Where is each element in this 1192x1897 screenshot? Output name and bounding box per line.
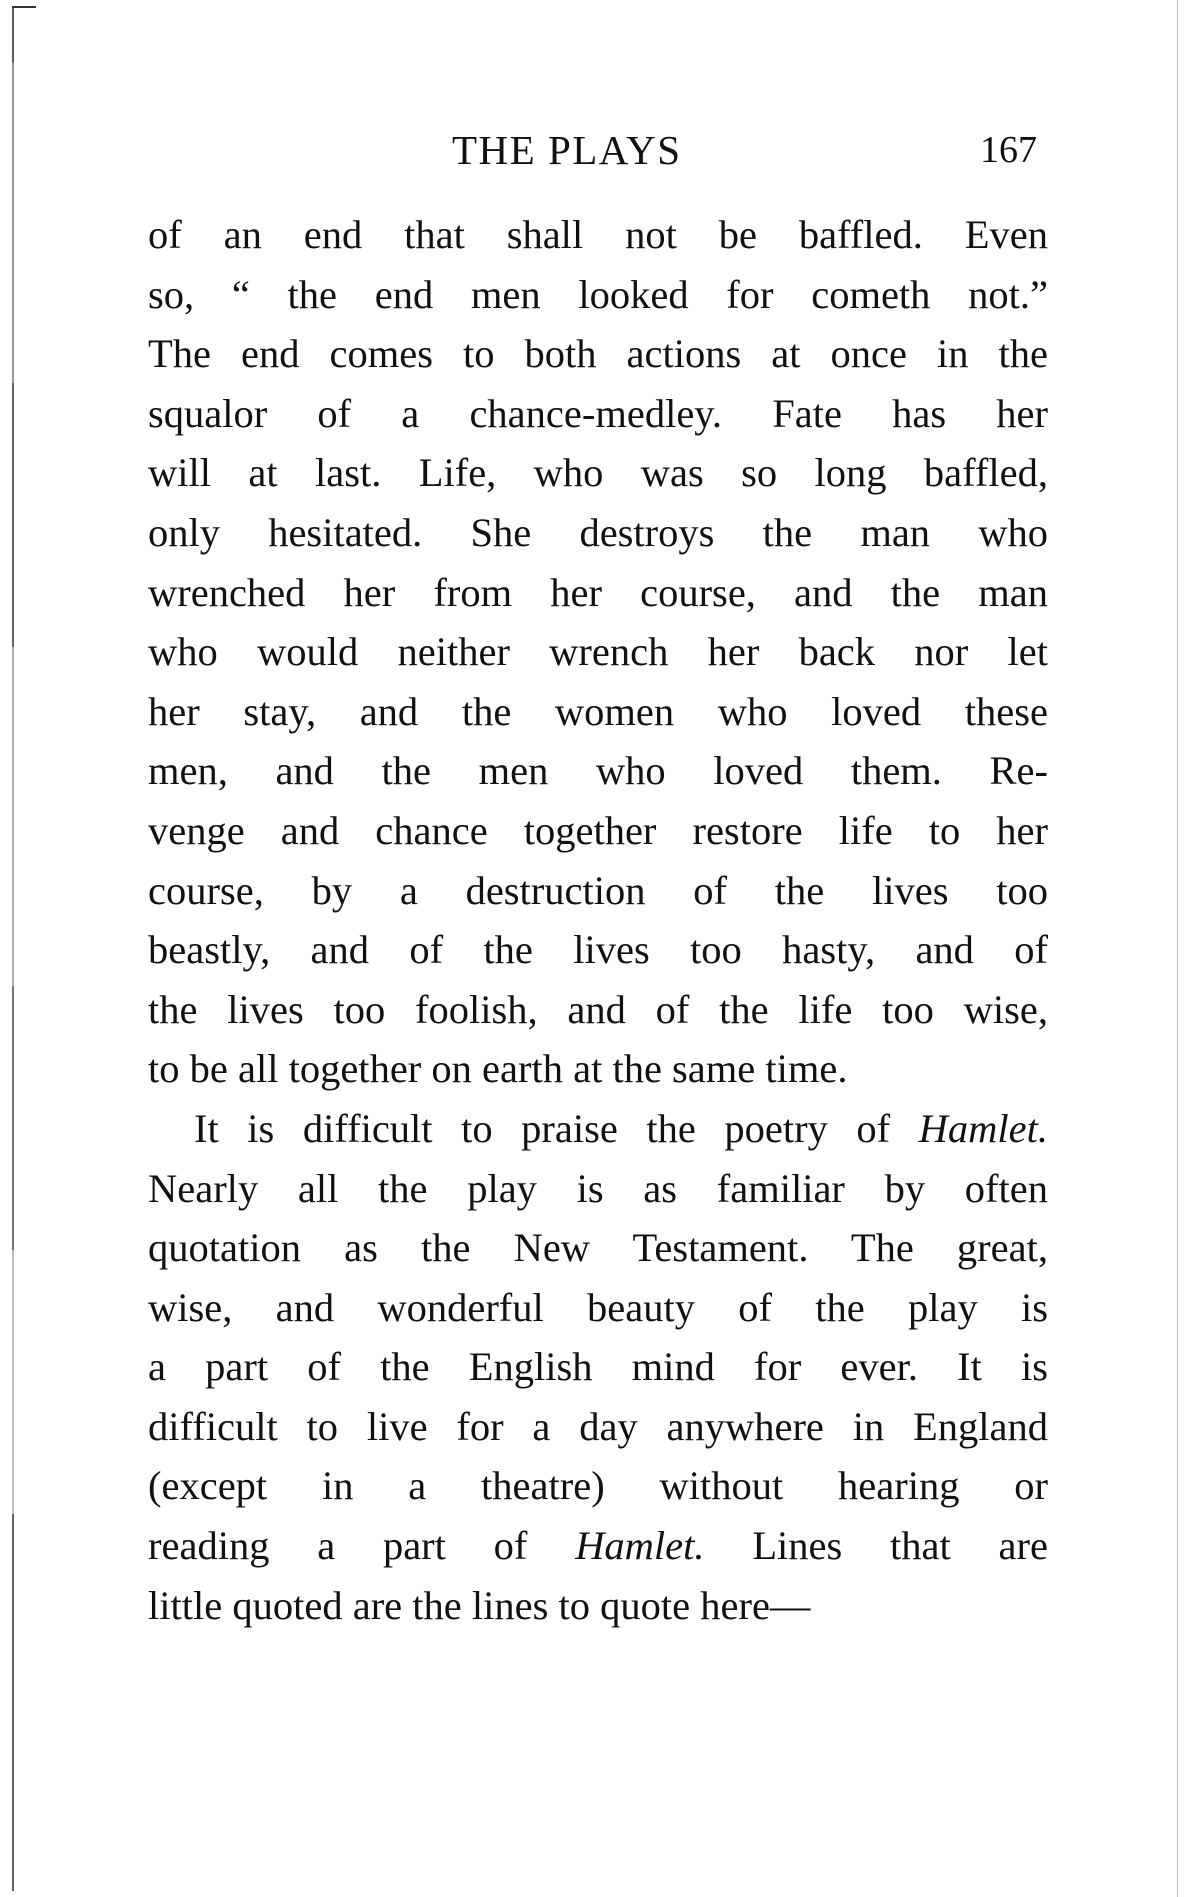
scan-edge-top (12, 6, 36, 8)
text-line: quotation as the New Testament. The great, (148, 1225, 1048, 1271)
italic-title: Hamlet. (918, 1105, 1049, 1151)
scan-edge-right (1177, 0, 1178, 1897)
text-line: to be all together on earth at the same time. (148, 1046, 848, 1092)
text-line: men, and the men who loved them. Re- (148, 748, 1048, 794)
text-line: wise, and wonderful beauty of the play is (148, 1284, 1048, 1330)
text-line: only hesitated. She destroys the man who (148, 509, 1048, 555)
text-line: who would neither wrench her back nor let (148, 629, 1048, 675)
text-line: course, by a destruction of the lives too (148, 867, 1048, 913)
text-line: The end comes to both actions at once in the (148, 331, 1048, 377)
text-line (148, 1516, 1048, 1576)
text-line: (except in a theatre) without hearing or (148, 1463, 1048, 1509)
text-segment: It is difficult to praise the poetry of (194, 1105, 891, 1151)
page-number: 167 (980, 129, 1037, 171)
text-line: the lives too foolish, and of the life too wise, (148, 986, 1048, 1032)
running-head (0, 120, 1192, 180)
text-line: so, “ the end men looked for cometh not.” (148, 271, 1048, 317)
text-line: squalor of a chance-medley. Fate has her (148, 390, 1048, 436)
text-line: will at last. Life, who was so long baffled, (148, 450, 1048, 496)
text-segment: Lines that are (752, 1523, 1048, 1569)
text-line (148, 1099, 1048, 1159)
text-line: venge and chance together restore life to her (148, 807, 1048, 853)
text-line: difficult to live for a day anywhere in England (148, 1403, 1048, 1449)
text-segment: reading a part of (148, 1523, 528, 1569)
text-line: beastly, and of the lives too hasty, and of (148, 927, 1048, 973)
body-text (148, 205, 1048, 1635)
scan-edge-left (12, 6, 14, 1891)
text-line: a part of the English mind for ever. It is (148, 1344, 1048, 1390)
running-title: THE PLAYS (452, 127, 682, 173)
text-line: wrenched her from her course, and the man (148, 569, 1048, 615)
text-line: little quoted are the lines to quote here— (148, 1582, 811, 1628)
text-line: Nearly all the play is as familiar by often (148, 1165, 1048, 1211)
italic-title: Hamlet. (575, 1523, 705, 1569)
text-line: of an end that shall not be baffled. Even (148, 212, 1048, 257)
text-line: her stay, and the women who loved these (148, 688, 1048, 734)
